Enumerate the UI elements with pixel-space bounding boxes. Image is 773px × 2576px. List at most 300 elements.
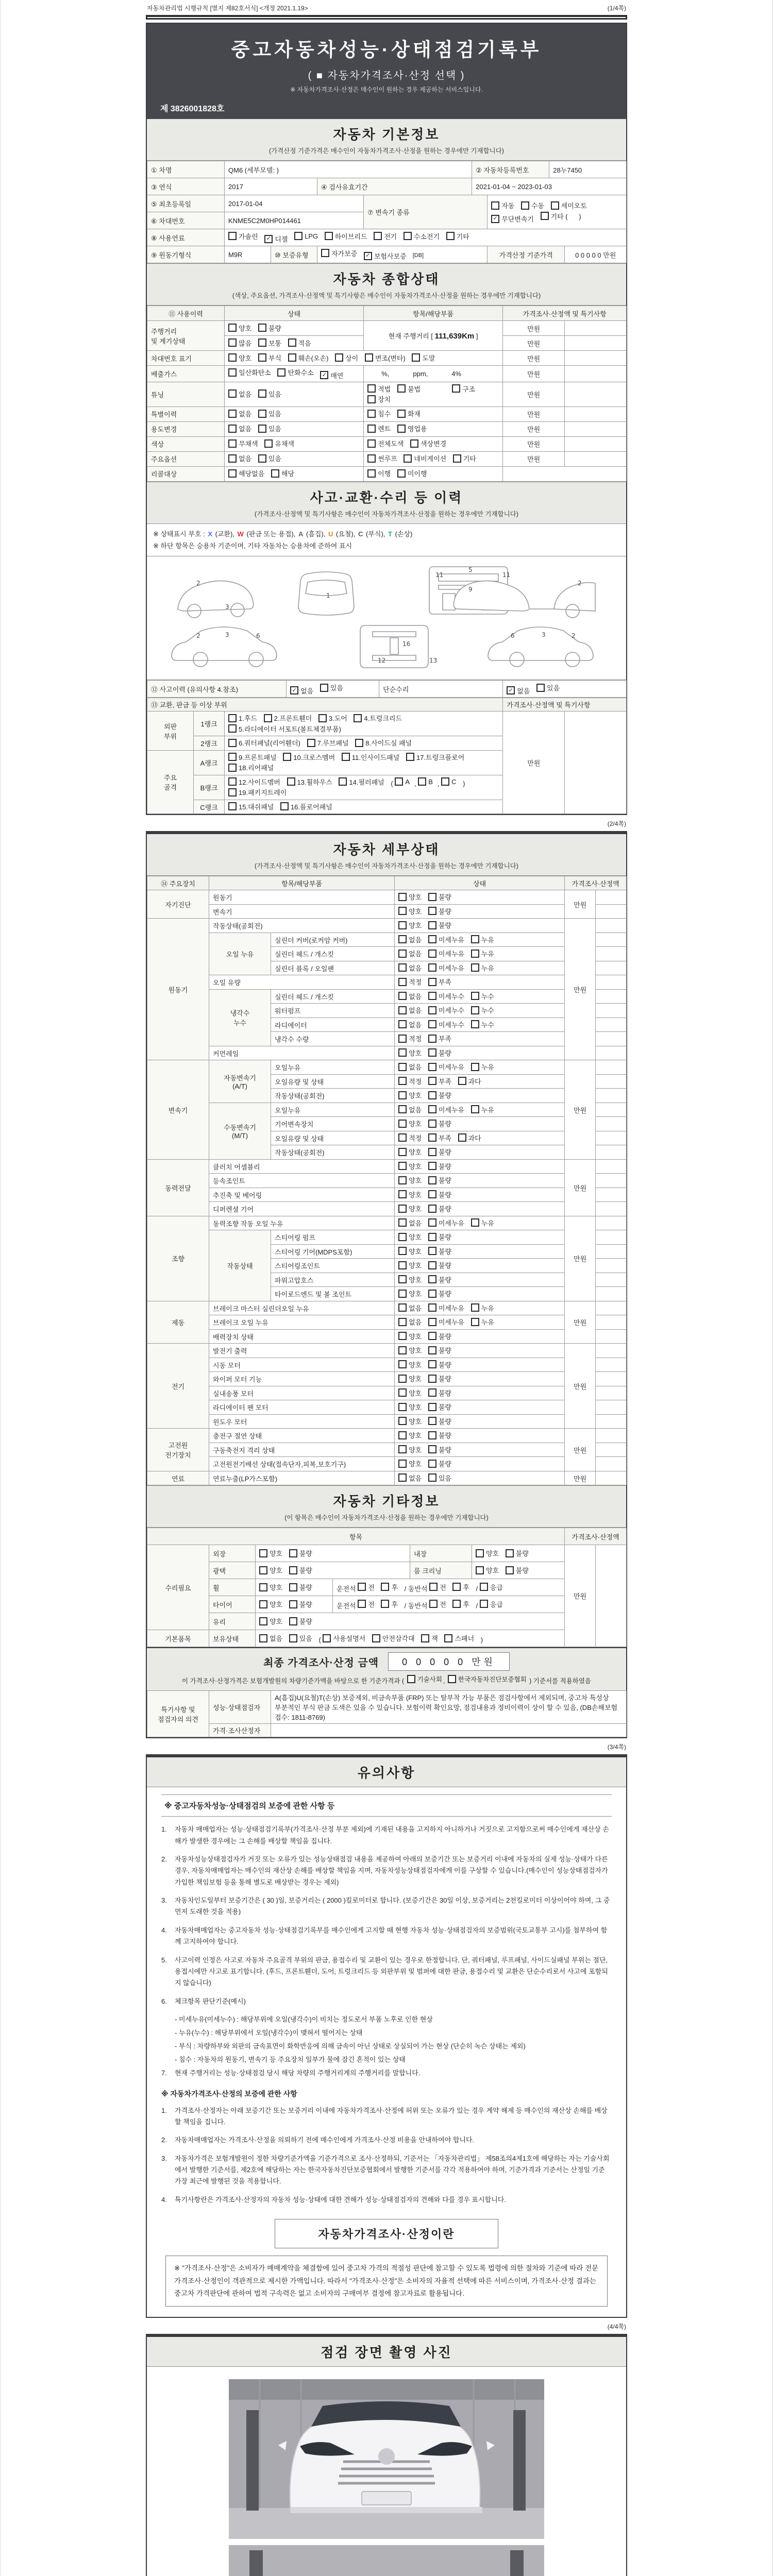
checkbox-B[interactable]: B [418, 777, 433, 786]
state [225, 466, 364, 481]
checkbox-누수[interactable]: 누수 [471, 1005, 494, 1015]
checkbox-침수[interactable]: 침수 [367, 409, 391, 418]
section-title: 점검 장면 촬영 사진 [321, 2345, 452, 2361]
checkbox-미세누유[interactable]: 미세누유 [428, 1062, 464, 1072]
checkbox-전체도색[interactable]: 전체도색 [367, 438, 404, 448]
checkbox-양호[interactable]: 양호 [398, 1090, 422, 1100]
checkbox-없음[interactable]: 없음 [398, 1105, 422, 1114]
checkbox-양호[interactable]: 양호 [259, 1565, 282, 1575]
table [147, 698, 627, 814]
table-row [147, 1174, 627, 1188]
checkbox-양호[interactable]: 양호 [398, 906, 422, 916]
checkbox-부식[interactable]: 부식 [258, 353, 281, 363]
final-price-label: 최종 가격조사·산정 금액 [263, 1657, 379, 1669]
item: 기어변속장치 [271, 1117, 395, 1131]
checkbox-전[interactable]: 전 [429, 1582, 446, 1592]
checkbox-5.라디에이터-서포트(볼트체결부품)[interactable]: 5.라디에이터 서포트(볼트체결부품) [228, 724, 341, 734]
checkbox-불법[interactable]: 불법 [397, 384, 421, 394]
section-subtitle: (이 항목은 매수인이 자동차가격조사·산정을 원하는 경우에만 기재합니다) [284, 1514, 489, 1522]
checkbox-후[interactable]: 후 [452, 1599, 469, 1609]
checkbox-적법[interactable]: 적법 [367, 384, 391, 394]
price: 만원 [503, 711, 565, 814]
price: 만원 [565, 1471, 596, 1485]
checkbox-양호[interactable]: 양호 [398, 1190, 422, 1199]
remark [565, 451, 627, 466]
checkbox-없음[interactable]: 없음 [398, 1020, 422, 1029]
row-label: 특별이력 [147, 406, 225, 421]
section-title: 자동차 기본정보 [333, 127, 440, 142]
notice-bullet: - 부식 : 차량하부와 외판의 금속표면이 화학반응에 의해 금속이 아닌 상태로 상실되어 가는 현상 (단순히 녹슨 상태는 제외) [175, 2042, 526, 2050]
page-marker-1: (1/4쪽) [607, 5, 626, 12]
state [395, 947, 565, 961]
checkbox-매연[interactable]: ✓ 매연 [320, 370, 343, 380]
value-year: 2017 [225, 178, 317, 195]
table-row [147, 1613, 627, 1630]
checkbox-많음[interactable]: 많음 [228, 338, 251, 348]
checkbox-16.플로어패널[interactable]: 16.플로어패널 [280, 802, 332, 811]
item: 구동축전지 격리 상태 [209, 1443, 395, 1457]
checkbox-불량[interactable]: 불량 [428, 1345, 451, 1355]
checkbox-양호[interactable]: 양호 [398, 1048, 422, 1058]
checkbox-4.트렁크리드[interactable]: 4.트렁크리드 [354, 713, 402, 723]
checkbox-불량[interactable]: 불량 [258, 323, 281, 333]
checkbox-후[interactable]: 후 [381, 1582, 398, 1592]
checkbox-불량[interactable]: 불량 [428, 1246, 451, 1256]
checkbox-있음[interactable]: 있음 [428, 1473, 451, 1483]
notice-item: 1. 자동차 매매업자는 성능·상태점검기록부(가격조사·산정 부분 제외)에 기재된 내용을 고지하지 아니하거나 거짓으로 고지함으로써 매수인에게 재산상 손해가 발생한 경우에는 그 손해를 배상할 책임을 집니다. [161, 1825, 609, 1845]
checkbox-없음[interactable]: ✓ 없음 [507, 686, 530, 696]
checkbox-색상변경[interactable]: 색상변경 [410, 438, 446, 448]
checkbox-없음[interactable]: 없음 [398, 1473, 422, 1483]
checkbox-양호[interactable]: 양호 [228, 323, 251, 333]
checkbox-양호[interactable]: 양호 [398, 1388, 422, 1398]
checkbox-미세누유[interactable]: 미세누유 [428, 1317, 464, 1327]
remark [596, 1372, 627, 1386]
checkbox-있음[interactable]: 있음 [289, 1633, 312, 1643]
checkbox-양호[interactable]: 양호 [228, 353, 251, 363]
checkbox-양호[interactable]: 양호 [398, 1275, 422, 1284]
checkbox-없음[interactable]: 없음 [398, 963, 422, 973]
checkbox-양호[interactable]: 양호 [398, 920, 422, 930]
mileage: 현재 주행거리 [ 111,639Km ] [364, 321, 503, 351]
checkbox-없음[interactable]: 없음 [398, 1062, 422, 1072]
checkbox-13.휠하우스[interactable]: 13.휠하우스 [287, 777, 332, 787]
sub-group: 작동상태 [209, 1230, 271, 1301]
state [225, 321, 364, 336]
notice-body [147, 1787, 626, 2317]
checkbox-불량[interactable]: 불량 [428, 1388, 451, 1398]
checkbox-기타-(-)[interactable]: 기타 ( ) [541, 211, 581, 221]
checkbox-불량[interactable]: 불량 [289, 1548, 312, 1558]
item: 고전원전기배선 상태(접속단자,피복,보호기구) [209, 1457, 395, 1471]
checkbox-장치[interactable]: 장치 [367, 394, 391, 404]
checkbox-양호[interactable]: 양호 [259, 1599, 282, 1609]
checkbox-불량[interactable]: 불량 [428, 1459, 451, 1468]
checkbox-없음[interactable]: 없음 [398, 1005, 422, 1015]
remark [596, 1329, 627, 1344]
checkbox-전[interactable]: 전 [358, 1582, 375, 1592]
checkbox-누유[interactable]: 누유 [471, 1062, 494, 1072]
checkbox-없음[interactable]: 없음 [228, 389, 251, 399]
checkbox-불량[interactable]: 불량 [428, 892, 451, 902]
checkbox-불량[interactable]: 불량 [428, 1175, 451, 1185]
checkbox-적정[interactable]: 적정 [398, 1133, 422, 1143]
checkbox-양호[interactable]: 양호 [398, 892, 422, 902]
checkbox-없음[interactable]: 없음 [228, 409, 251, 418]
table-row [147, 195, 627, 212]
part-group: 주요 골격 [147, 750, 194, 814]
checkbox-기술사회[interactable]: 기술사회 [407, 1674, 442, 1684]
checkbox-탄화수소[interactable]: 탄화수소 [277, 367, 313, 377]
checkbox-도말[interactable]: 도말 [412, 353, 435, 363]
page-marker-4: (4/4쪽) [607, 2323, 626, 2331]
state [395, 1230, 565, 1245]
checkbox-11.인사이드패널[interactable]: 11.인사이드패널 [342, 752, 399, 762]
table-row [147, 681, 627, 698]
checkbox-없음[interactable]: 없음 [398, 935, 422, 944]
checkbox-불량[interactable]: 불량 [428, 1161, 451, 1171]
checkbox-불량[interactable]: 불량 [428, 1260, 451, 1270]
checkbox-적정[interactable]: 적정 [398, 977, 422, 987]
checkbox-10.크로스멤버[interactable]: 10.크로스멤버 [283, 752, 335, 762]
checkbox-불량[interactable]: 불량 [506, 1565, 529, 1575]
checkbox-양호[interactable]: 양호 [259, 1616, 282, 1626]
checkbox-영업용[interactable]: 영업용 [397, 423, 427, 433]
rank-items: 12.사이드멤버 13.휠하우스 14.필러패널 ( A , B , C ) 19.패키지트레이 [225, 775, 503, 800]
checkbox-미세누수[interactable]: 미세누수 [428, 991, 464, 1001]
checkbox-양호[interactable]: 양호 [398, 1289, 422, 1298]
section-accident-header [147, 482, 626, 524]
checkbox-6.쿼터패널(리어휀더)[interactable]: 6.쿼터패널(리어휀더) [228, 738, 300, 748]
device-group: 제동 [147, 1301, 209, 1344]
page-2 [146, 831, 627, 1738]
item-label: 광택 [209, 1562, 256, 1579]
checkbox-17.트렁크플로어[interactable]: 17.트렁크플로어 [406, 752, 464, 762]
checkbox-없음[interactable]: 없음 [398, 1218, 422, 1228]
inspection-photo-front [229, 2379, 544, 2539]
checkbox-누유[interactable]: 누유 [471, 1105, 494, 1114]
checkbox-불량[interactable]: 불량 [428, 1048, 451, 1058]
checkbox-양호[interactable]: 양호 [398, 1416, 422, 1426]
checkbox-보통[interactable]: 보통 [258, 338, 281, 348]
checkbox-미세누유[interactable]: 미세누유 [428, 963, 464, 973]
checkbox-없음[interactable]: 없음 [228, 423, 251, 433]
final-price-note: 이 가격조사·산정가격은 보험개발원의 차량기준가액을 바탕으로 한 기준가격과 ( 기술사회 , 한국자동차진단보증협회 ) 기준서를 적용하였음 [152, 1674, 621, 1685]
checkbox-불량[interactable]: 불량 [428, 906, 451, 916]
checkbox-14.필러패널[interactable]: 14.필러패널 [339, 777, 384, 787]
state [225, 406, 364, 421]
checkbox-양호[interactable]: 양호 [398, 1260, 422, 1270]
checkbox-스패너[interactable]: 스패너 [444, 1633, 474, 1643]
checkbox-적음[interactable]: 적음 [288, 338, 311, 348]
checkbox-미세누유[interactable]: 미세누유 [428, 948, 464, 958]
checkbox-무채색[interactable]: 무채색 [228, 438, 258, 448]
checkbox-불량[interactable]: 불량 [289, 1616, 312, 1626]
checkbox-변조(변타)[interactable]: 변조(변타) [365, 353, 406, 363]
checkbox-불량[interactable]: 불량 [506, 1548, 529, 1558]
checkbox-양호[interactable]: 양호 [398, 1331, 422, 1341]
checkbox-사용설명서[interactable]: 사용설명서 [323, 1633, 365, 1643]
state [395, 1060, 565, 1075]
item-label: 휠 [209, 1579, 256, 1596]
checkbox-부족[interactable]: 부족 [428, 1133, 451, 1143]
checkbox-C[interactable]: C [441, 777, 456, 786]
checkbox-불량[interactable]: 불량 [428, 1331, 451, 1341]
svg-text:11: 11 [502, 571, 511, 579]
checkbox-양호[interactable]: 양호 [398, 1118, 422, 1128]
checkbox-불량[interactable]: 불량 [289, 1582, 312, 1592]
value-base-price: 0 0 0 0 0 만원 [565, 246, 627, 263]
checkbox-불량[interactable]: 불량 [428, 1430, 451, 1440]
checkbox-양호[interactable]: 양호 [476, 1565, 499, 1575]
checkbox-미세누유[interactable]: 미세누유 [428, 935, 464, 944]
checkbox-양호[interactable]: 양호 [398, 1430, 422, 1440]
state [395, 1074, 565, 1089]
checkbox-불량[interactable]: 불량 [428, 1147, 451, 1157]
checkbox-불량[interactable]: 불량 [289, 1599, 312, 1609]
checkbox-상이[interactable]: 상이 [335, 353, 358, 363]
label-reg-no: ② 자동차등록번호 [472, 161, 549, 178]
checkbox-불량[interactable]: 불량 [428, 1374, 451, 1383]
table-row [147, 933, 627, 947]
checkbox-해당없음[interactable]: 해당없음 [228, 468, 264, 478]
checkbox-미세누유[interactable]: 미세누유 [428, 1303, 464, 1313]
table-row [147, 1429, 627, 1443]
checkbox-미이행[interactable]: 미이행 [397, 468, 427, 478]
checkbox-네비게이션[interactable]: 네비게이션 [404, 453, 446, 463]
notice-bullet: - 미세누유(미세누수) : 해당부위에 오일(냉각수)이 비치는 정도로서 부품 노후로 인한 현상 [175, 2015, 433, 2023]
checkbox-누수[interactable]: 누수 [471, 1020, 494, 1029]
checkbox-수소전기[interactable]: 수소전기 [404, 231, 440, 241]
checkbox-15.대쉬패널[interactable]: 15.대쉬패널 [228, 802, 274, 811]
state [225, 366, 364, 382]
checkbox-양호[interactable]: 양호 [398, 1345, 422, 1355]
checkbox-양호[interactable]: 양호 [259, 1548, 282, 1558]
checkbox-양호[interactable]: 양호 [398, 1374, 422, 1383]
checkbox-없음[interactable]: 없음 [398, 991, 422, 1001]
table-row [147, 1630, 627, 1647]
item: 오일누유 [271, 1103, 395, 1117]
checkbox-무단변속기[interactable]: ✓ 무단변속기 [491, 214, 534, 224]
checkbox-양호[interactable]: 양호 [398, 1445, 422, 1454]
checkbox-가솔린[interactable]: 가솔린 [228, 231, 258, 241]
checkbox-19.패키지트레이[interactable]: 19.패키지트레이 [228, 787, 287, 797]
value-vin: KNME5C2M0HP014461 [225, 212, 364, 229]
state [256, 1562, 410, 1579]
checkbox-미세누유[interactable]: 미세누유 [428, 1218, 464, 1228]
basic-items-group: 기본품목 [147, 1630, 209, 1647]
checkbox-자동[interactable]: 자동 [491, 200, 514, 210]
checkbox-일산화탄소[interactable]: 일산화탄소 [228, 367, 271, 377]
checkbox-미세누수[interactable]: 미세누수 [428, 1020, 464, 1029]
checkbox-양호[interactable]: 양호 [398, 1459, 422, 1468]
checkbox-3.도어[interactable]: 3.도어 [318, 713, 347, 723]
checkbox-미세누유[interactable]: 미세누유 [428, 1105, 464, 1114]
checkbox-양호[interactable]: 양호 [398, 1360, 422, 1369]
sub-group: 냉각수 누수 [209, 989, 271, 1046]
checkbox-양호[interactable]: 양호 [398, 1161, 422, 1171]
checkbox-누유[interactable]: 누유 [471, 1317, 494, 1327]
checkbox-LPG[interactable]: LPG [294, 232, 318, 240]
checkbox-해당[interactable]: 해당 [271, 468, 294, 478]
checkbox-없음[interactable]: 없음 [398, 1317, 422, 1327]
checkbox-부족[interactable]: 부족 [428, 1033, 451, 1043]
checkbox-이행[interactable]: 이행 [367, 468, 391, 478]
checkbox-불량[interactable]: 불량 [289, 1565, 312, 1575]
checkbox-전[interactable]: 전 [429, 1599, 446, 1609]
state [395, 961, 565, 975]
checkbox-양호[interactable]: 양호 [398, 1246, 422, 1256]
notice-item: 5. 사고이력 인정은 사고로 자동차 주요골격 부위의 판금, 용접수리 및 교환이 있는 경우로 한정합니다. 단, 쿼터패널, 루프패널, 사이드실패널 부위는 절단, 용접시에만 사고로 표기합니다. (후드, 프론트휀더, 도어, 트렁크리드 등 외판부위 및 범퍼에 대한 판금, 용접수리 및 교환은 단순수리로서 사고에 포함되지 않습니다) [161, 1956, 608, 1987]
checkbox-부족[interactable]: 부족 [428, 977, 451, 987]
remark [565, 406, 627, 421]
checkbox-과다[interactable]: 과다 [458, 1076, 481, 1086]
checkbox-있음[interactable]: 있음 [258, 409, 281, 418]
checkbox-안전삼각대[interactable]: 안전삼각대 [372, 1633, 415, 1643]
checkbox-화재[interactable]: 화재 [397, 409, 421, 418]
checkbox-기타[interactable]: 기타 [446, 231, 469, 241]
checkbox-양호[interactable]: 양호 [398, 1204, 422, 1213]
state [395, 1471, 565, 1485]
checkbox-없음[interactable]: 없음 [228, 453, 251, 463]
checkbox-응급[interactable]: 응급 [480, 1582, 503, 1592]
checkbox-누유[interactable]: 누유 [471, 1218, 494, 1228]
state [395, 1287, 565, 1301]
checkbox-양호[interactable]: 양호 [398, 1402, 422, 1412]
checkbox-7.루브패널[interactable]: 7.루브패널 [307, 738, 349, 748]
section-title: 자동차 기타정보 [333, 1494, 440, 1510]
section-notice-header [147, 1757, 626, 1787]
checkbox-양호[interactable]: 양호 [398, 1175, 422, 1185]
checkbox-불량[interactable]: 불량 [428, 1118, 451, 1128]
notice-items-2 [161, 2105, 612, 2206]
item: 냉각수 수량 [271, 1032, 395, 1046]
svg-text:2: 2 [578, 580, 582, 587]
checkbox-8.사이드실-패널[interactable]: 8.사이드실 패널 [355, 738, 412, 748]
checkbox-전[interactable]: 전 [358, 1599, 375, 1609]
checkbox-세미오토[interactable]: 세미오토 [551, 200, 587, 210]
checkbox-2.프론트휀더[interactable]: 2.프론트휀더 [264, 713, 312, 723]
checkbox-불량[interactable]: 불량 [428, 1445, 451, 1454]
checkbox-누유[interactable]: 누유 [471, 1303, 494, 1313]
checkbox-자가보증[interactable]: 자가보증 [321, 248, 357, 258]
checkbox-응급[interactable]: 응급 [480, 1599, 503, 1609]
checkbox-누유[interactable]: 누유 [471, 963, 494, 973]
page-3 [146, 1754, 627, 2318]
checkbox-있음[interactable]: 있음 [320, 683, 343, 692]
device-group: 동력전달 [147, 1159, 209, 1216]
item: 충전구 절연 상태 [209, 1429, 395, 1443]
checkbox-A[interactable]: A [395, 777, 410, 786]
state [256, 1613, 565, 1630]
checkbox-누유[interactable]: 누유 [471, 948, 494, 958]
checkbox-누수[interactable]: 누수 [471, 991, 494, 1001]
checkbox-잭[interactable]: 잭 [421, 1633, 438, 1643]
checkbox-누유[interactable]: 누유 [471, 935, 494, 944]
checkbox-불량[interactable]: 불량 [428, 1204, 451, 1213]
checkbox-후[interactable]: 후 [381, 1599, 398, 1609]
item-label-2: 내장 [410, 1545, 472, 1562]
checkbox-양호[interactable]: 양호 [259, 1582, 282, 1592]
notice-box2-title: ※ 자동차가격조사·산정의 보증에 관한 사항 [161, 2089, 297, 2098]
checkbox-전기[interactable]: 전기 [374, 231, 397, 241]
checkbox-후[interactable]: 후 [452, 1582, 469, 1592]
checkbox-불량[interactable]: 불량 [428, 1190, 451, 1199]
checkbox-구조[interactable]: 구조 [452, 384, 475, 394]
device-group: 고전원 전기장치 [147, 1429, 209, 1471]
checkbox-적정[interactable]: 적정 [398, 1076, 422, 1086]
checkbox-부족[interactable]: 부족 [428, 1076, 451, 1086]
state [225, 421, 364, 436]
appraiser-opinion-text [271, 1724, 627, 1737]
checkbox-수동[interactable]: 수동 [521, 200, 544, 210]
checkbox-하이브리드[interactable]: 하이브리드 [325, 231, 367, 241]
section-photos-header [147, 2337, 626, 2367]
checkbox-미세누수[interactable]: 미세누수 [428, 1005, 464, 1015]
checkbox-한국자동차진단보증협회[interactable]: 한국자동차진단보증협회 [448, 1674, 527, 1684]
table [147, 161, 627, 263]
checkbox-양호[interactable]: 양호 [398, 1147, 422, 1157]
accident-history-table [147, 680, 626, 698]
table-row [147, 306, 627, 321]
device-group: 조향 [147, 1216, 209, 1301]
checkbox-유채색[interactable]: 유채색 [264, 438, 294, 448]
checkbox-썬루프[interactable]: 썬루프 [367, 453, 397, 463]
section-title: 자동차 세부상태 [333, 842, 440, 858]
state [395, 904, 565, 919]
checkbox-불량[interactable]: 불량 [428, 1289, 451, 1298]
checkbox-있음[interactable]: 있음 [536, 683, 560, 692]
price: 만원 [565, 1216, 596, 1301]
checkbox-불량[interactable]: 불량 [428, 920, 451, 930]
checkbox-디젤[interactable]: ✓ 디젤 [264, 234, 288, 244]
checkbox-불량[interactable]: 불량 [428, 1275, 451, 1284]
legend-code-T: T [388, 530, 392, 538]
checkbox-양호[interactable]: 양호 [476, 1548, 499, 1558]
checkbox-9.프론트패널[interactable]: 9.프론트패널 [228, 752, 277, 762]
item: 발전기 출력 [209, 1344, 395, 1358]
checkbox-양호[interactable]: 양호 [398, 1232, 422, 1242]
checkbox-과다[interactable]: 과다 [458, 1133, 481, 1143]
checkbox-보험사보증[interactable]: ✓ 보험사보증 [364, 251, 407, 261]
checkbox-훼손(오손)[interactable]: 훼손(오손) [288, 353, 329, 363]
checkbox-불량[interactable]: 불량 [428, 1416, 451, 1426]
checkbox-불량[interactable]: 불량 [428, 1360, 451, 1369]
checkbox-적정[interactable]: 적정 [398, 1033, 422, 1043]
checkbox-1.후드[interactable]: 1.후드 [228, 713, 257, 723]
checkbox-불량[interactable]: 불량 [428, 1232, 451, 1242]
checkbox-없음[interactable]: 없음 [259, 1633, 282, 1643]
checkbox-있음[interactable]: 있음 [258, 389, 281, 399]
item: 커먼레일 [209, 1046, 395, 1060]
top-divider-bar [146, 15, 627, 20]
checkbox-없음[interactable]: 없음 [398, 1303, 422, 1313]
remark [596, 1400, 627, 1415]
checkbox-없음[interactable]: 없음 [398, 948, 422, 958]
checkbox-있음[interactable]: 있음 [258, 453, 281, 463]
section-title: 사고·교환·수리 등 이력 [310, 489, 463, 505]
checkbox-18.리어패널[interactable]: 18.리어패널 [228, 762, 274, 772]
checkbox-기타[interactable]: 기타 [453, 453, 476, 463]
checkbox-불량[interactable]: 불량 [428, 1090, 451, 1100]
checkbox-렌트[interactable]: 렌트 [367, 423, 391, 433]
checkbox-있음[interactable]: 있음 [258, 423, 281, 433]
checkbox-불량[interactable]: 불량 [428, 1402, 451, 1412]
checkbox-없음[interactable]: ✓ 없음 [290, 686, 313, 696]
state [395, 1018, 565, 1032]
checkbox-12.사이드멤버[interactable]: 12.사이드멤버 [228, 777, 280, 787]
sub-group: 오일 누유 [209, 933, 271, 975]
